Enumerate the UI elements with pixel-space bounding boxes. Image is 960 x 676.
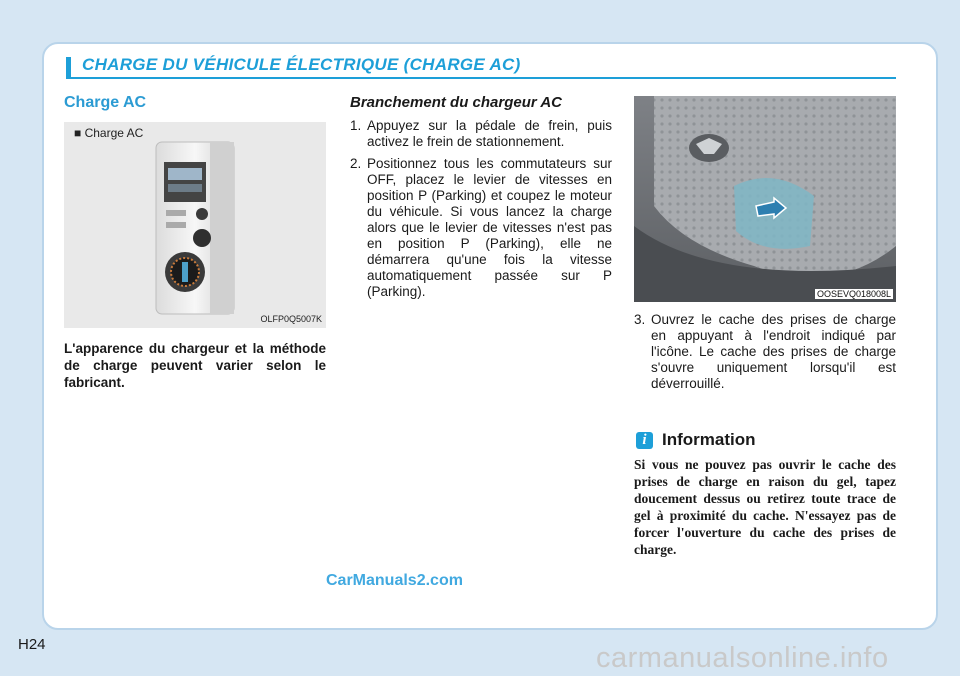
charger-illustration <box>64 122 326 328</box>
footer-watermark: carmanualsonline.info <box>596 642 889 674</box>
header-rule <box>66 77 896 79</box>
car-charge-port-figure <box>634 96 896 302</box>
section-title-charge-ac: Charge AC <box>64 94 147 111</box>
info-header <box>636 430 756 450</box>
info-icon: i <box>636 432 653 449</box>
list-item <box>634 312 896 392</box>
charger-figure <box>64 122 326 328</box>
charger-note: L'apparence du chargeur et la méthode de charge peuvent varier selon le fabricant. <box>64 341 326 390</box>
step-text: Appuyez sur la pédale de frein, puis activez le frein de stationnement. <box>367 118 612 149</box>
section-title-branchement: Branchement du chargeur AC <box>350 94 562 111</box>
step-text: Ouvrez le cache des prises de charge en appuyant à l'endroit indiqué par l'icône. Le cache des prises de charge s'ouvre uniquement lorsqu'il est déverrouillé. <box>651 312 896 391</box>
step-text: Positionnez tous les commutateurs sur OFF, placez le levier de vitesses en position P (Parking) et coupez le moteur du véhicule. Si vous lancez la charge alors que le levier de vitesses n'est pas en position P (Parking), elle ne démarrera qu'une fois la vitesse automatiquement passée sur P (Parking). <box>367 156 612 299</box>
page-title: CHARGE DU VÉHICULE ÉLECTRIQUE (CHARGE AC) <box>82 55 521 74</box>
info-title: Information <box>662 430 756 449</box>
list-item <box>350 156 612 300</box>
steps-list-continued <box>634 312 896 392</box>
page-number: H24 <box>18 636 46 653</box>
step-number: 1. <box>350 118 362 133</box>
figure-code: OOSEVQ018008L <box>816 289 891 299</box>
step-number: 2. <box>350 156 362 171</box>
steps-list <box>350 118 612 306</box>
header-accent-bar <box>66 57 71 77</box>
list-item <box>350 118 612 150</box>
figure-code: OLFP0Q5007K <box>260 314 322 324</box>
step-number: 3. <box>634 312 646 327</box>
car-front-illustration <box>634 96 896 302</box>
info-body: Si vous ne pouvez pas ouvrir le cache des prises de charge en raison du gel, tapez doucement dessus ou retirez toute trace de gel à proximité du cache. N'essayez pas de forcer l'ouverture du cache des prises de charge. <box>634 457 896 557</box>
figure-caption: ■ Charge AC <box>74 126 144 140</box>
watermark-link[interactable]: CarManuals2.com <box>326 572 463 589</box>
